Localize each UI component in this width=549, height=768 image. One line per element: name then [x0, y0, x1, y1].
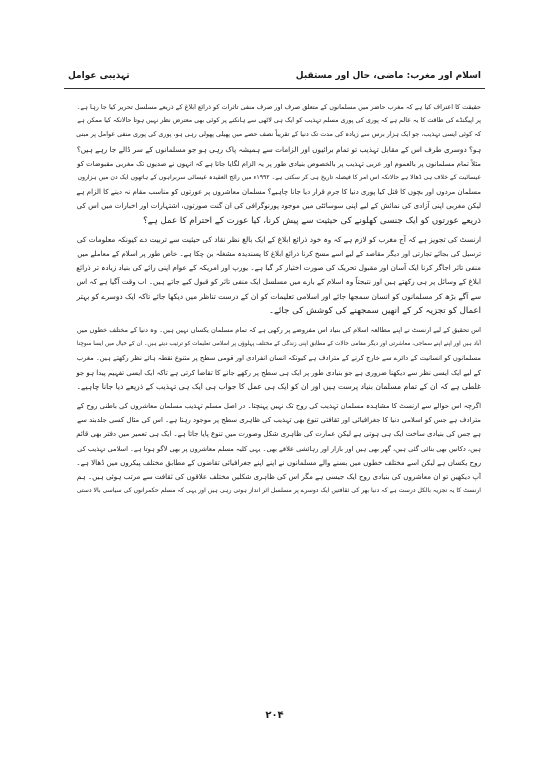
text-line: ابلاغ کے وسائل پر ہی رکھتے ہیں اور نتیجتاً وہ اسلام کے بارے میں مسلسل ایک منفی تاثر کو قبول کیے جاتے ہیں۔ اب وقت آگیا ہے کہ اس	[76, 277, 481, 287]
text-line: مترادف ہے جس کو اسلامی دنیا کا جغرافیائی اور ثقافتی تنوع بھی تہذیب کی ظاہری سطح پر موجود رہتا ہے۔ اس کی مثال کسی جلدبند سے	[77, 416, 481, 425]
text-line: حقیقت کا اعتراف کیا ہے کہ مغرب حاضر میں مسلمانوں کے متعلق صرف اور صرف منفی تاثرات کو ذرائع ابلاغ کے ذریعے مسلسل تحریر کیا جا رہا ہے۔	[76, 103, 481, 111]
text-line: مسلمان مردوں اور بچوں کا قتل کیا پوری دنیا کا جرم قرار دیا جانا چاہیے؟ مسلمان معاشروں پر عورتوں کو مناسب مقام نہ دینے کا الزام ہے	[76, 188, 481, 197]
text-line: ہو؟ دوسری طرف اس کے مقابل تہذیب تو تمام برائیوں اور الزامات سے ہمیشہ پاک رہی ہو جو مسلمانوں کے سر ڈالے جا رہے ہیں؟	[76, 144, 481, 154]
text-line: مثلاً تمام مسلمانوں پر بالعموم اور عربی تہذیب پر بالخصوص بنیادی طور پر یہ الزام لگایا جاتا ہے کہ انہوں نے صدیوں تک مغربی مقبوضات کو	[77, 159, 481, 168]
paragraph	[68, 100, 481, 228]
paragraph	[68, 323, 481, 394]
header-rule	[64, 88, 485, 89]
chapter-title: تہذیبی عوامل	[68, 71, 130, 81]
paragraph	[68, 233, 481, 318]
running-header	[68, 68, 481, 84]
text-line: اگرچہ اس حوالے سے ارنسٹ کا مشاہدہ مسلمان تہذیب کی روح تک نہیں پہنچتا۔ در اصل مسلم تہذیب مسلمان معاشروں کی باطنی روح کے	[76, 402, 481, 411]
text-line: ہے جس کی بنیادی ساخت ایک ہی ہوتی ہے لیکن عمارت کی ظاہری شکل وصورت میں تنوع پایا جاتا ہے۔ ایک ہی تعمیر میں دفتر بھی قائم	[76, 430, 481, 439]
text-line: ارنسٹ کی تجویز ہے کہ آج مغرب کو لازم ہے کہ وہ خود ذرائع ابلاغ کے ایک بالغ نظر نقاد کی حیثیت سے تربیت دے کیونکہ معلومات کی	[76, 234, 481, 244]
text-line: روح یکساں ہے لیکن اسے مختلف خطوں میں بسنے والے مسلمانوں نے اپنے اپنے جغرافیائی تقاضوں کے مطابق مختلف پیکروں میں ڈھالا ہے۔	[76, 457, 481, 467]
text-line: لیکن مغربی اپنی آزادی کی نمائش کے لیے اپنی سوسائٹی میں موجود پورنوگرافی کی ان گنت صورتوں، اشتہارات اور اخبارات میں اس کی	[76, 201, 481, 211]
text-line: کہ کوئی ایسی تہذیب، جو ایک ہزار برس سے زیادہ کی مدت تک دنیا کے تقریباً نصف حصے میں پھیلی پھولی رہی ہو، پوری کی پوری منفی عوامل پر مبنی	[76, 131, 481, 139]
text-line: ترسیل کی بجائے تجارتی اور دیگر مقاصد کے لیے اسے مسخ کرنا ذرائع ابلاغ کا پسندیدہ مشغلہ بن چکا ہے۔ خاص طور پر اسلام کے معاملے میں	[77, 250, 481, 259]
paragraph	[68, 399, 481, 498]
text-line: ہیں، دکانیں بھی بنائی گئی ہیں، گھر بھی ہیں اور بازار اور رہائشی علاقے بھی۔ یہی کلیہ مسلم معاشروں پر بھی لاگو ہوتا ہے۔ اسلامی تہذیب کی	[77, 444, 481, 453]
body-text	[68, 100, 481, 503]
text-line: غلطی ہے کہ ان کے تمام مسلمان بنیاد پرست ہیں اور ان کو ایک ہی عمل کا جواب ہی ایک ہی تہذیب کے ذریعے دیا جانا چاہیے۔	[76, 381, 481, 391]
text-line: مسلمانوں کو انسانیت کے دائرے سے خارج کرنے کے مترادف ہے کیونکہ انسان انفرادی اور قومی سطح پر متنوع نقطہ ہائے نظر رکھتے ہیں۔ مغرب	[76, 354, 481, 363]
text-line: اس تحقیق کے لیے ارنسٹ نے اپنے مطالعہ اسلام کی بنیاد اس مفروضے پر رکھی ہے کہ تمام مسلمان یکساں نہیں ہیں۔ وہ دنیا کے مختلف خطوں میں	[76, 326, 481, 335]
text-line: کے لیے ایک ایسی نظر سے دیکھنا ضروری ہے جو بنیادی طور پر ایک ہی سطح پر رکھے جانے کا تقاضا کرتی ہے تاکہ ایک ایسی تفہیم پیدا ہو جو	[76, 368, 481, 377]
text-line: ارنسٹ کا یہ تجزیہ بالکل درست ہے کہ دنیا بھر کی ثقافتیں ایک دوسرے پر مسلسل اثر انداز ہوتی رہی ہیں اور یہی کہ مسلم حکمرانوں کی سیاسی بالا دستی	[76, 487, 481, 495]
text-line: عیسائیت کے خلاف ہی ڈھالا ہے حالانکہ اس امر کا فیصلہ تاریخ ہی کر سکتی ہے۔ ۱۹۹۲ء میں رائج العقیدہ عیسائی سربراہوں کے ہاتھوں ایک دن میں ہزاروں	[77, 174, 481, 182]
text-line: ذریعے عورتوں کو ایک جنسی کھلونے کی حیثیت سے پیش کرنا، کیا عورت کے احترام کا عمل ہے؟	[143, 215, 481, 226]
text-line: منفی تاثر اجاگر کرنا ایک آسان اور مقبول تحریک کی صورت اختیار کر گیا ہے۔ یورپ اور امریکہ کے عوام اپنی رائے کی بنیاد زیادہ تر ذرائع	[76, 263, 481, 273]
text-line: سے آگے بڑھ کر مسلمانوں کو انسان سمجھا جائے اور اسلامی تعلیمات کو ان کے درست تناظر میں دیکھا جائے تاکہ ایک دوسرے کو بہتر	[76, 291, 481, 301]
text-line: آپ دیکھیں تو ان معاشروں کی بنیادی روح ایک جیسی ہے مگر اس کی ظاہری شکلیں مختلف علاقوں کی ثقافت سے مرتب ہوئی ہیں۔ ہم	[76, 472, 481, 482]
text-line: اعمال کو تجزیہ کر کے انھیں سمجھنے کی کوشش کی جائے۔	[268, 305, 481, 316]
page-number: ۲۰۴	[265, 710, 284, 721]
text-line: آباد ہیں اور اپنے اپنے سماجی، معاشرتی اور دیگر مقامی حالات کے مطابق اپنی زندگی کے مختلف پہلوؤں پر اسلامی تعلیمات کو ترتیب دیتے ہیں۔ ان کے خیال میں ایسا سوچنا	[76, 341, 481, 348]
text-line: پر اپیگنڈے کی طاقت کا یہ عالم ہے کہ پوری کی پوری مسلم تہذیب کو ایک ہی لاٹھی سے ہانکنے پر کوئی بھی معترض نظر نہیں ہوتا حالانکہ کیا ممکن ہے	[77, 117, 481, 125]
book-title: اسلام اور مغرب: ماضی، حال اور مستقبل	[295, 71, 481, 81]
